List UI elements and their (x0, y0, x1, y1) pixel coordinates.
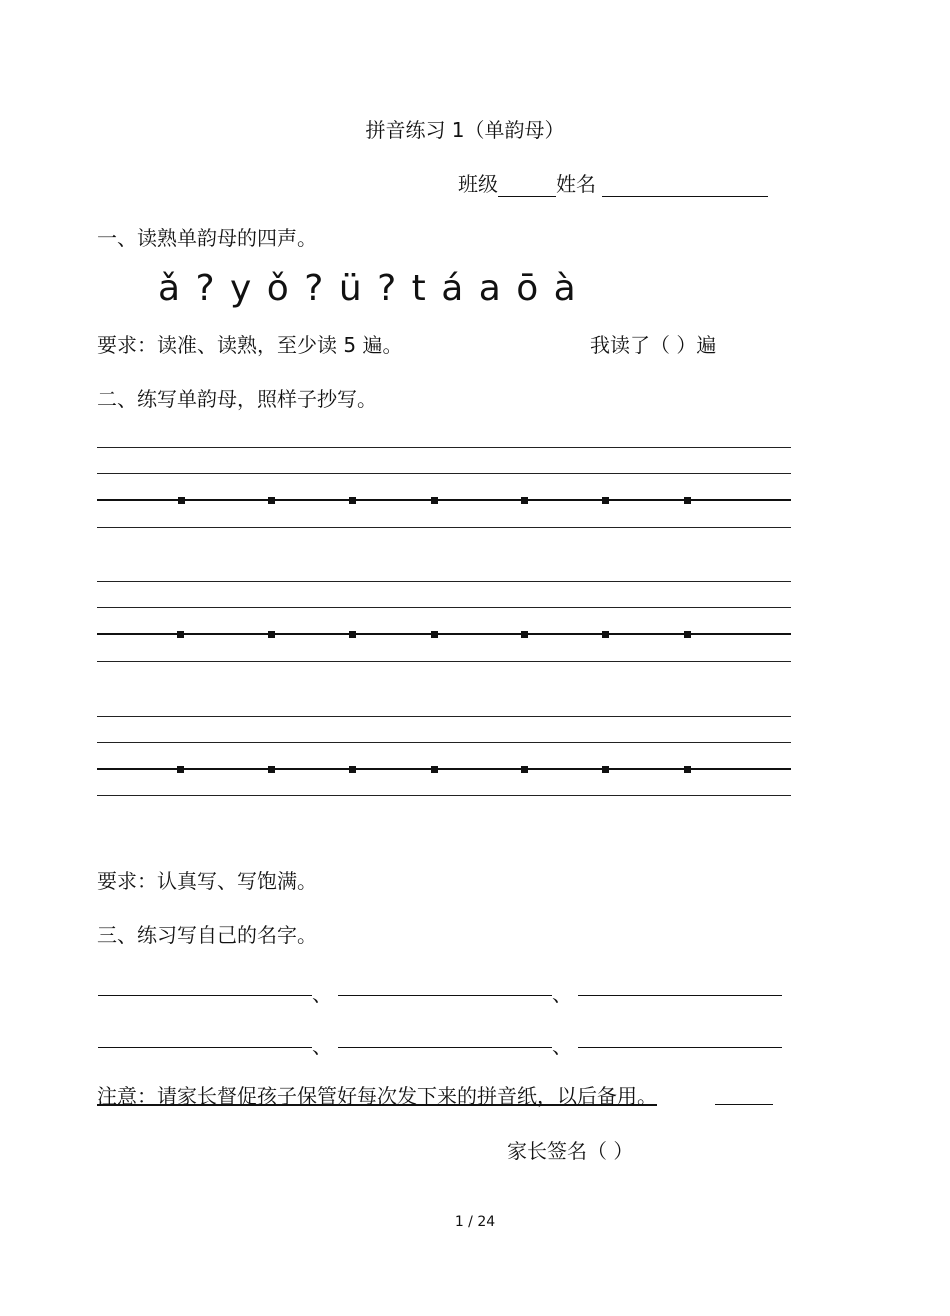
name-write-line[interactable] (578, 1047, 782, 1048)
grid-marker (521, 631, 528, 638)
grid-marker (684, 766, 691, 773)
grid-marker (684, 497, 691, 504)
page-title: 拼音练习 1（单韵母） (365, 118, 565, 142)
grid-marker (684, 631, 691, 638)
note-underline-tail (715, 1104, 773, 1105)
grid-marker (431, 497, 438, 504)
grid-marker (349, 497, 356, 504)
parent-note: 注意：请家长督促孩子保管好每次发下来的拼音纸，以后备用。 (97, 1084, 657, 1108)
name-separator: 、 (552, 1034, 572, 1058)
grid-line (97, 661, 791, 662)
name-write-line[interactable] (578, 995, 782, 996)
section2-requirement: 要求：认真写、写饱满。 (97, 869, 317, 893)
class-label: 班级 (458, 172, 498, 196)
pinyin-line: ǎ ? y ǒ ? ü ? t á a ō à (158, 268, 578, 309)
name-blank[interactable] (602, 174, 768, 197)
grid-marker (431, 631, 438, 638)
grid-marker (268, 766, 275, 773)
name-separator: 、 (552, 982, 572, 1006)
grid-marker (268, 497, 275, 504)
grid-line (97, 795, 791, 796)
grid-line (97, 447, 791, 448)
grid-marker (602, 497, 609, 504)
class-blank[interactable] (498, 174, 556, 197)
section1-heading: 一、读熟单韵母的四声。 (97, 226, 317, 250)
grid-line (97, 527, 791, 528)
grid-marker (178, 497, 185, 504)
grid-marker (602, 766, 609, 773)
read-count[interactable]: 我读了（ ）遍 (590, 333, 717, 357)
name-write-line[interactable] (338, 1047, 552, 1048)
name-write-line[interactable] (98, 1047, 312, 1048)
grid-marker (349, 766, 356, 773)
grid-line (97, 742, 791, 743)
parent-signature[interactable]: 家长签名（ ） (507, 1139, 634, 1163)
name-write-line[interactable] (98, 995, 312, 996)
page-number: 1 / 24 (454, 1214, 496, 1230)
grid-marker (431, 766, 438, 773)
class-name-line (458, 168, 768, 197)
section3-heading: 三、练习写自己的名字。 (97, 923, 317, 947)
grid-marker (177, 766, 184, 773)
section2-heading: 二、练写单韵母，照样子抄写。 (97, 387, 377, 411)
grid-line (97, 473, 791, 474)
section1-requirement: 要求：读准、读熟，至少读 5 遍。 (97, 333, 403, 357)
grid-marker (602, 631, 609, 638)
grid-marker (268, 631, 275, 638)
grid-marker (521, 497, 528, 504)
name-separator: 、 (312, 982, 332, 1006)
grid-line (97, 581, 791, 582)
grid-marker (177, 631, 184, 638)
grid-line (97, 716, 791, 717)
name-label: 姓名 (556, 172, 596, 196)
grid-marker (521, 766, 528, 773)
grid-marker (349, 631, 356, 638)
name-write-line[interactable] (338, 995, 552, 996)
name-separator: 、 (312, 1034, 332, 1058)
grid-line (97, 607, 791, 608)
